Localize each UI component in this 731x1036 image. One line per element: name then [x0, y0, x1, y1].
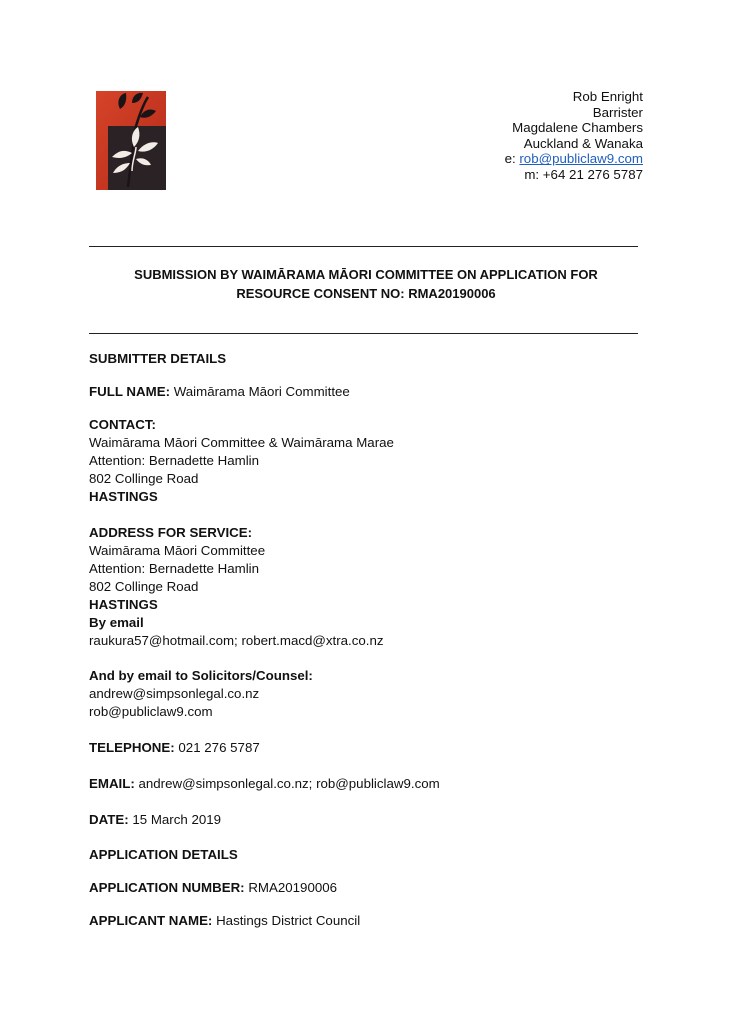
application-number-row: APPLICATION NUMBER: RMA20190006 [89, 880, 338, 895]
letterhead [505, 89, 643, 183]
committee-logo [96, 91, 166, 190]
divider-bottom [89, 333, 638, 334]
submitter-heading: SUBMITTER DETAILS [89, 351, 227, 366]
date-row: DATE: 15 March 2019 [89, 812, 222, 827]
email-line: e: rob@publiclaw9.com [504, 151, 643, 167]
divider-top [89, 246, 638, 247]
email-link[interactable]: rob@publiclaw9.com [519, 151, 643, 167]
barrister-role: Barrister [592, 104, 643, 120]
telephone-row: TELEPHONE: 021 276 5787 [89, 740, 260, 755]
barrister-name: Rob Enright [572, 89, 643, 104]
email-row: EMAIL: andrew@simpsonlegal.co.nz; rob@publiclaw9.com [89, 776, 440, 791]
application-heading: APPLICATION DETAILS [89, 847, 238, 862]
contact-block: CONTACT: Waimārama Māori Committee & Waimārama Marae Attention: Bernadette Hamlin 802 Collinge Road HASTINGS [89, 417, 394, 504]
chambers-location: Auckland & Wanaka [523, 135, 643, 151]
solicitors-block: And by email to Solicitors/Counsel: andrew@simpsonlegal.co.nz rob@publiclaw9.com [89, 668, 313, 719]
service-address-block: ADDRESS FOR SERVICE: Waimārama Māori Committee Attention: Bernadette Hamlin 802 Collinge Road HASTINGS By email raukura57@hotmail.com; robert.macd@xtra.co.nz [89, 525, 384, 648]
applicant-name-row: APPLICANT NAME: Hastings District Council [89, 913, 361, 928]
mobile-line: m: +64 21 276 5787 [524, 166, 643, 182]
document-title: SUBMISSION BY WAIMĀRAMA MĀORI COMMITTEE ON APPLICATION FOR RESOURCE CONSENT NO: RMA20190006 [134, 267, 598, 301]
chambers-name: Magdalene Chambers [512, 120, 643, 136]
full-name-row: FULL NAME: Waimārama Māori Committee [89, 384, 350, 399]
